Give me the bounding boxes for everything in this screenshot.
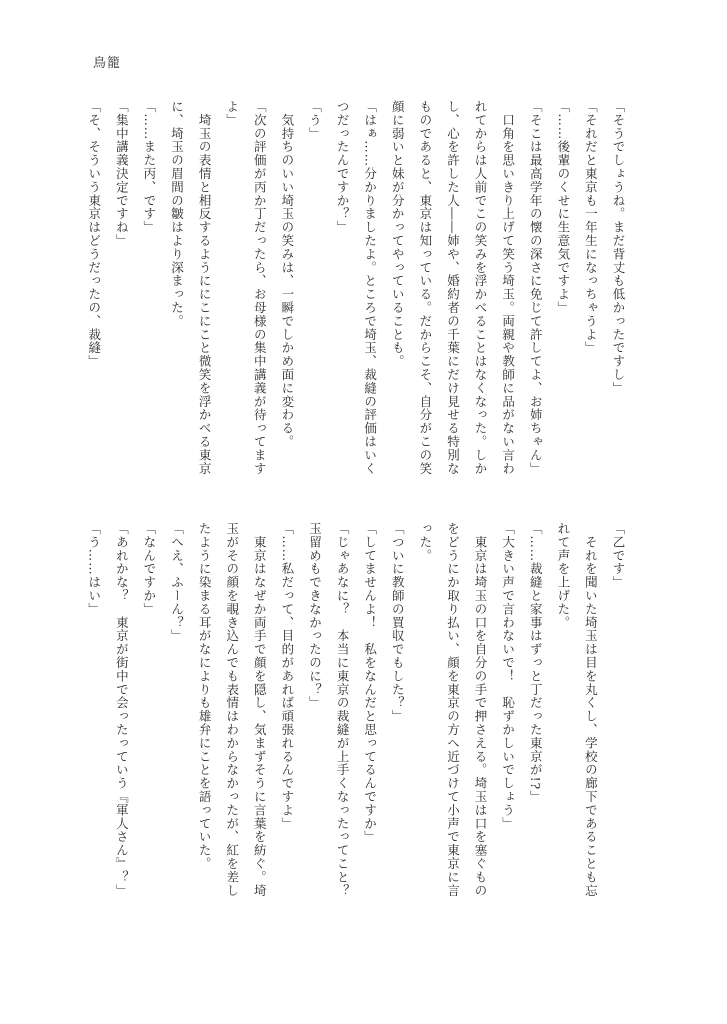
- text-line: 「大きい声で言わないで！ 恥ずかしいでしょう」: [500, 522, 516, 831]
- text-line: 「乙です」: [611, 522, 626, 589]
- text-line: をどうにか取り払い、顔を東京の方へ近づけて小声で東京に言: [445, 522, 461, 898]
- text-line: それを聞いた埼玉は目を丸くし、学校の廊下であることも忘: [583, 522, 599, 898]
- text-line: 「ついに教師の買収でもした？」: [390, 522, 406, 723]
- text-line: れてからは人前でこの笑みを浮かべることはなくなった。しか: [473, 100, 489, 476]
- text-line: 「……後輩のくせに生意気ですよ」: [555, 100, 571, 315]
- text-line: 口角を思いきり上げて笑う埼玉。両親や教師に品がない言わ: [500, 100, 516, 476]
- text-line: 東京はなぜか両手で顔を隠し、気まずそうに言葉を紡ぐ。埼: [252, 522, 268, 898]
- text-line: 「そ、そういう東京はどうだったの、裁縫」: [87, 100, 102, 368]
- text-line: 「それだと東京も一年生になっちゃうよ」: [583, 100, 599, 355]
- text-line: 「そうでしょうね。まだ背丈も低かったですし」: [611, 100, 626, 395]
- text-line: 「はぁ……分かりましたよ。ところで埼玉、裁縫の評価はいく: [362, 100, 378, 476]
- text-line: 「じゃあなに？ 本当に東京の裁縫が上手くなったってこと？: [335, 522, 351, 898]
- text-line: 気持ちのいい埼玉の笑みは、一瞬でしかめ面に変わる。: [279, 100, 295, 449]
- text-line: 「あれかな？ 東京が街中で会ったっていう『軍人さん』？」: [114, 522, 130, 898]
- text-line: 「う」: [307, 100, 323, 141]
- text-line: 「そこは最高学年の懐の深さに免じて許してよ、お姉ちゃん」: [528, 100, 544, 476]
- text-line: 「……裁縫と家事はずっと丁だった東京が!?」: [528, 522, 544, 804]
- text-line: 「……また丙、です」: [141, 100, 157, 234]
- text-line: 東京は埼玉の口を自分の手で押さえる。埼玉は口を塞ぐもの: [473, 522, 489, 898]
- text-line: 玉がその顔を覗き込んでも表情はわからなかったが、紅を差し: [224, 522, 240, 898]
- text-line: 「集中講義決定ですね」: [114, 100, 130, 248]
- text-line: 「なんですか」: [141, 522, 157, 616]
- text-line: に、埼玉の眉間の皺はより深まった。: [169, 100, 185, 328]
- text-line: れて声を上げた。: [555, 522, 571, 630]
- text-line: 顔に弱いと妹が分かってやっていることも。: [390, 100, 406, 368]
- text-line: よ」: [224, 100, 240, 127]
- running-header: 鳥籠: [93, 56, 122, 71]
- text-line: 埼玉の表情と相反するようににこにこと微笑を浮かべる東京: [197, 100, 213, 476]
- text-block-bottom: [87, 522, 632, 952]
- text-line: たように染まる耳がなによりも雄弁にことを語っていた。: [197, 522, 213, 871]
- text-line: 「してませんよ！ 私をなんだと思ってるんですか」: [362, 522, 378, 844]
- text-line: 「次の評価が丙か丁だったら、お母様の集中講義が待ってます: [252, 100, 268, 476]
- text-block-top: [87, 100, 632, 495]
- text-line: 「へえ、ふーん？」: [169, 522, 185, 643]
- text-line: 「……私だって、目的があれば頑張れるんですよ」: [279, 522, 295, 831]
- text-line: 玉留めもできなかったのに？」: [307, 522, 323, 710]
- text-line: つだったんですか？」: [335, 100, 351, 234]
- text-line: った。: [417, 522, 433, 563]
- text-line: し、心を許した人――姉や、婚約者の千葉にだけ見せる特別な: [445, 100, 461, 476]
- text-line: 「う……はい」: [87, 522, 102, 616]
- text-line: ものであると、東京は知っている。だからこそ、自分がこの笑: [417, 100, 433, 476]
